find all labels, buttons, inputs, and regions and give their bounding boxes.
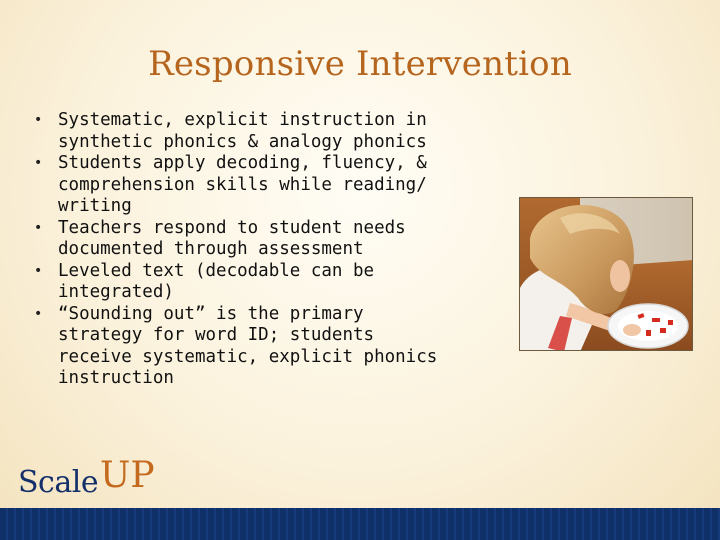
bullet-line: receive systematic, explicit phonics	[58, 346, 438, 367]
photo-illustration	[520, 198, 693, 351]
logo-text-up: UP	[100, 455, 155, 496]
logo-text-scale: Scale	[18, 465, 99, 500]
bullet-dot: •	[34, 155, 43, 171]
bullet-line: comprehension skills while reading/	[58, 174, 427, 195]
slide-title: Responsive Intervention	[148, 44, 572, 84]
bullet-line: writing	[58, 196, 132, 216]
bullet-item	[28, 218, 478, 261]
bullet-line: Leveled text (decodable can be	[58, 260, 375, 281]
bullet-line: Systematic, explicit instruction in	[58, 110, 427, 130]
bullet-list	[28, 110, 478, 390]
bullet-dot: •	[34, 112, 43, 128]
bullet-dot: •	[34, 262, 43, 279]
bullet-line: synthetic phonics & analogy phonics	[58, 131, 427, 152]
bullet-line: strategy for word ID; students	[58, 325, 375, 345]
scaleup-logo	[18, 455, 155, 503]
bullet-item	[28, 261, 478, 304]
bullet-dot: •	[34, 219, 43, 236]
bullet-line: Teachers respond to student needs	[58, 217, 406, 238]
bullet-item	[28, 304, 478, 390]
bullet-dot: •	[34, 305, 43, 322]
bullet-item	[28, 153, 478, 218]
bullet-line: instruction	[58, 368, 174, 388]
bullet-line: Students apply decoding, fluency, &	[58, 153, 427, 173]
bullet-line: “Sounding out” is the primary	[58, 303, 364, 324]
bullet-line: integrated)	[58, 282, 174, 302]
bullet-line: documented through assessment	[58, 239, 364, 259]
footer-bar	[0, 508, 720, 540]
bullet-item	[28, 110, 478, 153]
child-reading-photo	[519, 197, 693, 351]
